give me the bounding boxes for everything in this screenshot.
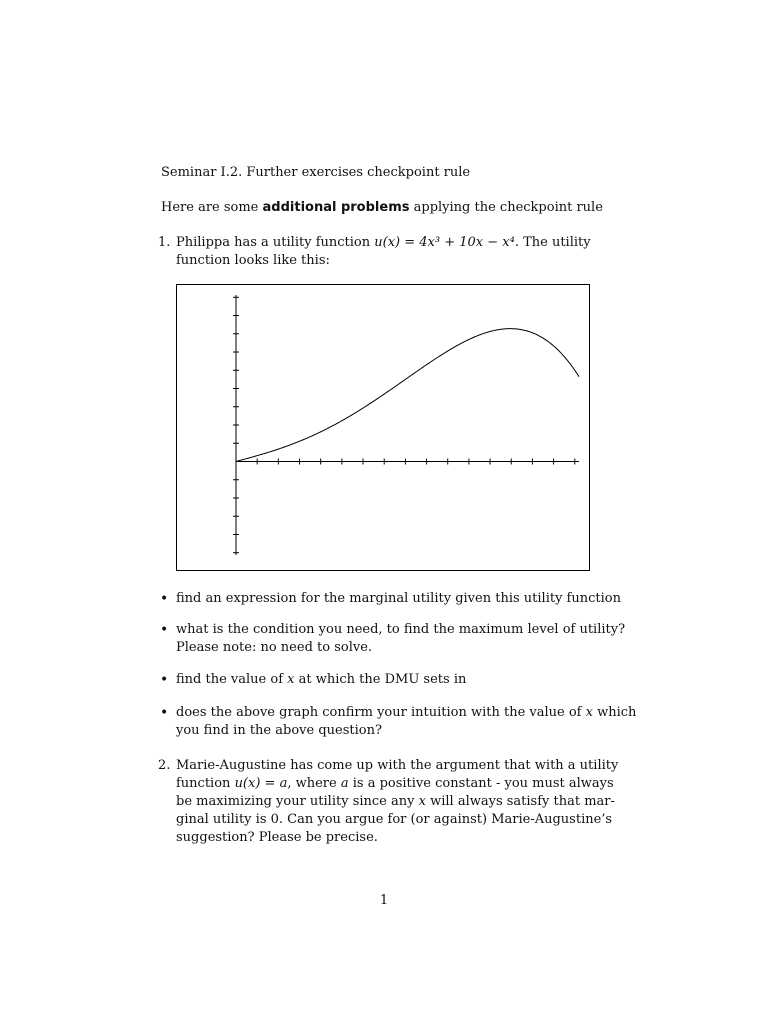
bullet-3-post: at which the DMU sets in: [294, 672, 467, 687]
intro: [161, 199, 603, 217]
bullet-3: [176, 671, 466, 689]
utility-curve: [236, 329, 579, 462]
intro-after: applying the checkpoint rule: [409, 200, 603, 215]
bullet-4-line2: you find in the above question?: [176, 723, 382, 738]
bullet-dot-2: •: [160, 622, 169, 638]
bullet-dot-4: •: [160, 705, 169, 721]
bullet-dot-1: •: [160, 591, 169, 607]
bullet-2-line2: Please note: no need to solve.: [176, 640, 373, 655]
problem2-number: 2.: [158, 758, 171, 773]
problem2-line3: [176, 793, 615, 811]
bullet-dot-3: •: [160, 672, 169, 688]
problem1-text-a: Philippa has a utility function: [176, 235, 375, 250]
problem2-line4: ginal utility is 0. Can you argue for (or against) Marie-Augustine’s: [176, 812, 613, 827]
bullet-2-line1: what is the condition you need, to find the maximum level of utility?: [176, 622, 626, 637]
utility-graph-frame: [176, 284, 590, 571]
problem1-formula: u(x) = 4x³ + 10x − x⁴: [374, 235, 515, 250]
problem2-line2: [176, 775, 614, 793]
problem2-l3v: x: [418, 794, 426, 809]
problem2-l2b: , where: [287, 776, 341, 791]
intro-before: Here are some: [161, 200, 263, 215]
page-number: 1: [379, 893, 389, 908]
problem2-l2m: u(x) = a: [234, 776, 288, 791]
problem1-number: 1.: [158, 235, 171, 250]
problem2-l2a: function: [176, 776, 235, 791]
bullet-4-var: x: [585, 705, 593, 720]
intro-emphasis: additional problems: [262, 200, 410, 215]
problem2-l3b: will always satisfy that mar-: [425, 794, 615, 809]
problem1-line2: function looks like this:: [176, 253, 330, 268]
bullet-4-post: which: [592, 705, 637, 720]
utility-graph: [177, 285, 589, 570]
problem1-text-b: . The utility: [514, 235, 591, 250]
problem1-line1: [176, 234, 591, 252]
bullet-1: find an expression for the marginal utility given this utility function: [176, 591, 621, 606]
bullet-3-var: x: [287, 672, 295, 687]
problem2-l3a: be maximizing your utility since any: [176, 794, 419, 809]
bullet-3-pre: find the value of: [176, 672, 288, 687]
problem2-l2v: a: [340, 776, 349, 791]
problem2-l2c: is a positive constant - you must always: [348, 776, 614, 791]
bullet-4-pre: does the above graph confirm your intuition with the value of: [176, 705, 586, 720]
bullet-4-line1: [176, 704, 636, 722]
problem2-line1: Marie-Augustine has come up with the argument that with a utility: [176, 758, 619, 773]
header: Seminar I.2. Further exercises checkpoint rule: [161, 165, 471, 180]
problem2-line5: suggestion? Please be precise.: [176, 830, 378, 845]
